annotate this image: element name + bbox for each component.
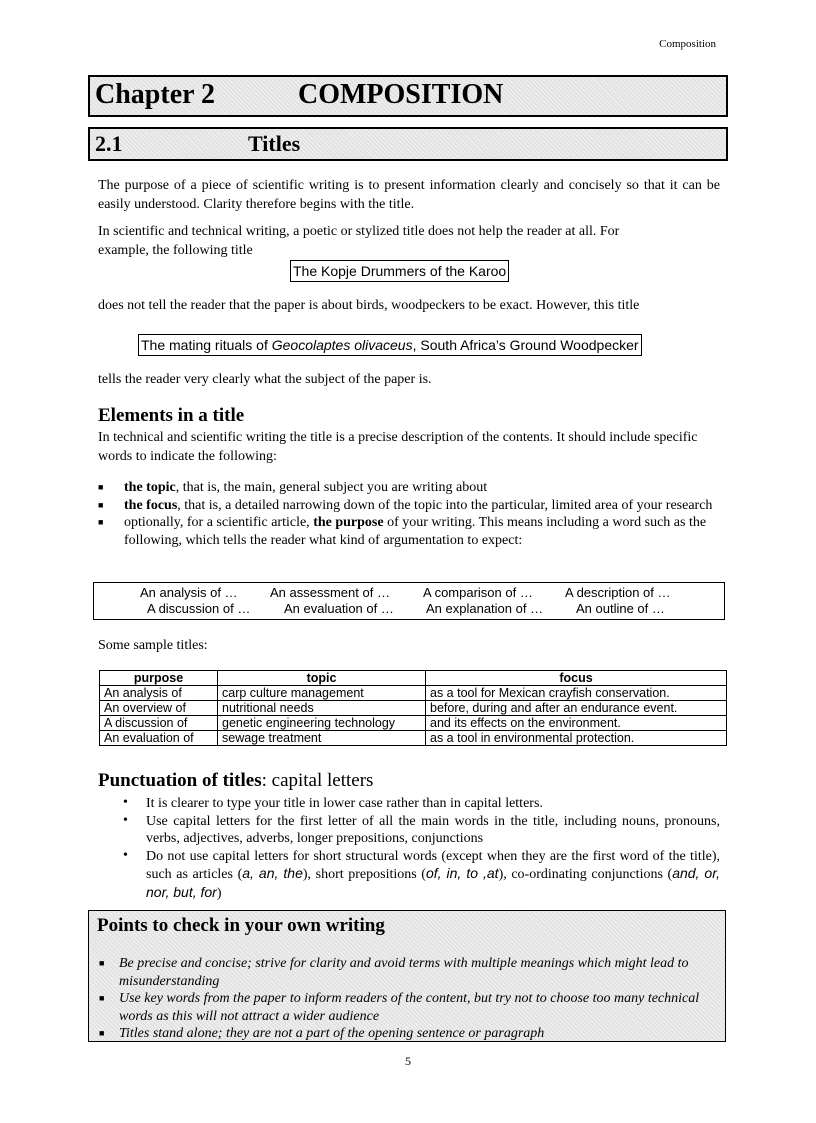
purpose-phrases-box — [93, 582, 725, 620]
punctuation-list — [120, 795, 720, 902]
table-cell: An overview of — [100, 701, 218, 716]
purpose-phrase: An analysis of … — [140, 585, 238, 600]
intro-paragraph-1: The purpose of a piece of scientific writing is to present information clearly and concisely so that it can be easily understood. Clarity therefore begins with the title. — [98, 178, 720, 212]
punctuation-heading: Punctuation of titles: capital letters — [98, 770, 374, 791]
purpose-phrase: A comparison of … — [423, 585, 533, 600]
title-good-pre: The mating rituals of — [141, 337, 272, 353]
square-bullet-icon: ■ — [98, 517, 104, 527]
table-cell: An analysis of — [100, 686, 218, 701]
table-cell: An evaluation of — [100, 731, 218, 746]
table-cell: as a tool in environmental protection. — [426, 731, 727, 746]
chapter-title: COMPOSITION — [298, 79, 504, 110]
square-bullet-icon: ■ — [98, 499, 104, 510]
checklist-box — [88, 910, 726, 1042]
purpose-phrase: A description of … — [565, 585, 671, 600]
bullet-icon: • — [123, 812, 128, 828]
purpose-phrase: An outline of … — [576, 601, 665, 616]
purpose-phrase: An evaluation of … — [284, 601, 394, 616]
table-row — [100, 731, 727, 746]
column-header: focus — [426, 671, 727, 686]
table-cell: before, during and after an endurance event. — [426, 701, 727, 716]
chapter-banner — [88, 75, 728, 117]
list-item: ■ optionally, for a scientific article, the purpose of your writing. This means including a word such as the following, which tells the reader what kind of argumentation to expect: — [98, 515, 707, 548]
list-item: • Do not use capital letters for short structural words (except when they are the first word of the title), such as articles (a, an, the), short prepositions (of, in, to ,at), co-ordinating conjunctions (and, or, nor, but, for) — [123, 847, 721, 901]
table-cell: carp culture management — [218, 686, 426, 701]
elements-heading: Elements in a title — [98, 405, 245, 426]
elements-list — [98, 479, 720, 549]
purpose-phrase: An assessment of … — [270, 585, 390, 600]
table-cell: sewage treatment — [218, 731, 426, 746]
square-bullet-icon: ■ — [99, 958, 105, 968]
table-row — [100, 716, 727, 731]
sample-titles-table — [99, 670, 727, 746]
purpose-phrase: An explanation of … — [426, 601, 544, 616]
table-cell: as a tool for Mexican crayfish conservation. — [426, 686, 727, 701]
purpose-phrase: A discussion of … — [147, 601, 251, 616]
chapter-number: Chapter 2 — [95, 79, 216, 110]
page-number: 5 — [405, 1054, 411, 1068]
table-header-row — [100, 671, 727, 686]
table-row — [100, 701, 727, 716]
bullet-icon: • — [123, 847, 128, 863]
section-number: 2.1 — [95, 131, 123, 156]
checklist — [99, 955, 714, 1043]
square-bullet-icon: ■ — [99, 1028, 105, 1038]
intro-paragraph-2: In scientific and technical writing, a poetic or stylized title does not help the reader at all. For example, the following title — [98, 224, 620, 258]
table-cell: A discussion of — [100, 716, 218, 731]
running-header: Composition — [659, 38, 716, 50]
list-item: ■ Be precise and concise; strive for clarity and avoid terms with multiple meanings which might lead to misunderstanding — [99, 956, 689, 989]
section-banner — [88, 127, 728, 161]
example-title-precise — [138, 334, 642, 356]
elements-intro: In technical and scientific writing the title is a precise description of the contents. It should include specific words to indicate the following: — [98, 430, 698, 464]
section-title: Titles — [248, 131, 301, 156]
bullet-icon: • — [123, 795, 128, 810]
table-cell: genetic engineering technology — [218, 716, 426, 731]
species-name: Geocolaptes olivaceus — [271, 337, 413, 353]
intro-paragraph-4: tells the reader very clearly what the subject of the paper is. — [98, 372, 432, 387]
intro-paragraph-3: does not tell the reader that the paper is about birds, woodpeckers to be exact. However, this title — [98, 298, 640, 313]
column-header: topic — [218, 671, 426, 686]
list-item: • Use capital letters for the first letter of all the main words in the title, including nouns, pronouns, verbs, adjectives, adverbs, longer prepositions, conjunctions — [123, 812, 720, 846]
list-item: ■ the focus, that is, a detailed narrowing down of the topic into the particular, limited area of your research — [98, 497, 713, 513]
checklist-heading: Points to check in your own writing — [97, 915, 385, 936]
square-bullet-icon: ■ — [98, 482, 104, 492]
example-title-poetic: The Kopje Drummers of the Karoo — [290, 260, 509, 282]
list-item: ■ Use key words from the paper to inform readers of the content, but try not to choose too many technical words as this will not attract a wider audience — [99, 991, 700, 1024]
column-header: purpose — [100, 671, 218, 686]
square-bullet-icon: ■ — [99, 993, 105, 1003]
table-cell: nutritional needs — [218, 701, 426, 716]
list-item: ■ Titles stand alone; they are not a part of the opening sentence or paragraph — [99, 1026, 545, 1041]
title-good-post: , South Africa’s Ground Woodpecker — [412, 337, 639, 353]
table-cell: and its effects on the environment. — [426, 716, 727, 731]
table-row — [100, 686, 727, 701]
list-item: ■ the topic, that is, the main, general subject you are writing about — [98, 480, 488, 495]
list-item: • It is clearer to type your title in lower case rather than in capital letters. — [123, 795, 543, 811]
samples-label: Some sample titles: — [98, 638, 208, 653]
